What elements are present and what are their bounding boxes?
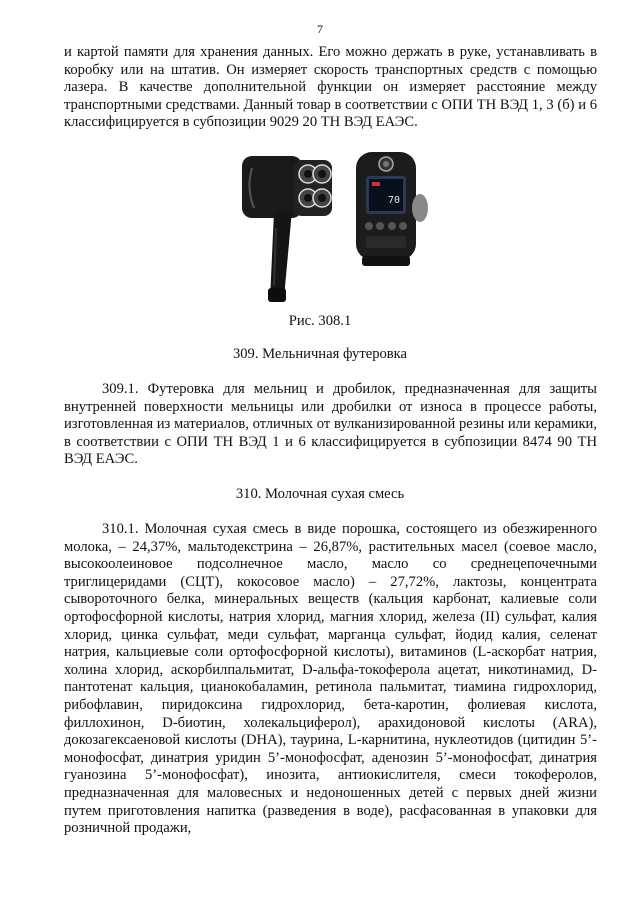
handheld-meter-image: [356, 152, 428, 266]
meter-display-value: 70: [387, 195, 401, 206]
speed-meter-images: [232, 148, 432, 308]
section-309-paragraph: 309.1. Футеровка для мельниц и дробилок, предназначенная для защиты внутренней поверхности мельницы или дробилки от износа в процессе работы, изготовленная из материалов, отличных от вулканизированной резины или керамики, в соответствии с ОПИ ТН ВЭД 1 и 6 классифицируется в субпозиции 8474 90 ТН ВЭД ЕАЭС.: [64, 381, 597, 468]
laser-speed-gun-image: [242, 156, 332, 302]
section-310-heading: 310. Молочная сухая смесь: [235, 486, 405, 502]
intro-paragraph: и картой памяти для хранения данных. Его можно держать в руке, устанавливать в коробку или на штатив. Он измеряет скорость транспортных средств с помощью лазера. В качестве дополнительной функции он измеряет расстояние между транспортными средствами. Данный товар в соответствии с ОПИ ТН ВЭД 1, 3 (б) и 6 классифицируется в субпозиции 9029 20 ТН ВЭД ЕАЭС.: [64, 44, 597, 131]
page-number: 7: [317, 22, 323, 36]
section-310-paragraph: 310.1. Молочная сухая смесь в виде порошка, состоящего из обезжиренного молока, – 24,37%, мальтодекстрина – 26,87%, растительных масел (соевое масло, высокоолеиновое подсолнечное масло, масло со среднецепочечными триглицеридами (СЦТ), кокосовое масло) – 27,72%, лактозы, концентрата сывороточного белка, минеральных веществ (кальция карбонат, калиевые соли ортофосфорной кислоты, натрия хлорид, магния хлорид, железа (II) сульфат, калия хлорид, цинка сульфат, меди сульфат, марганца сульфат, йодид калия, селенат натрия, кальциевые соли ортофосфорной кислоты), витаминов (L-аскорбат натрия, холина хлорид, аскорбилпальмитат, D-альфа-токоферола ацетат, никотинамид, D-пантотенат кальция, цианокобаламин, ретинола пальмитат, тиамина гидрохлорид, рибофлавин, пиридоксина гидрохлорид, бета-каротин, фолиевая кислота, филлохинон, D-биотин, холекальциферол), арахидоновой кислоты (ARA), докозагексаеновой кислоты (DHA), таурина, L-карнитина, нуклеотидов (цитидин 5’-монофосфат, динатрия уридин 5’-монофосфат, аденозин 5’-монофосфат, динатрия гуанозина 5’-монофосфат), инозита, антиокислителя, смеси токоферолов, предназначенная для маловесных и недоношенных детей с первых дней жизни путем приготовления напитка (разведения в воде), расфасованная в упаковки для розничной продажи,: [64, 521, 597, 837]
section-309-heading: 309. Мельничная футеровка: [232, 346, 408, 362]
figure-caption: Рис. 308.1: [288, 313, 352, 329]
figure-308-1: [232, 148, 432, 308]
